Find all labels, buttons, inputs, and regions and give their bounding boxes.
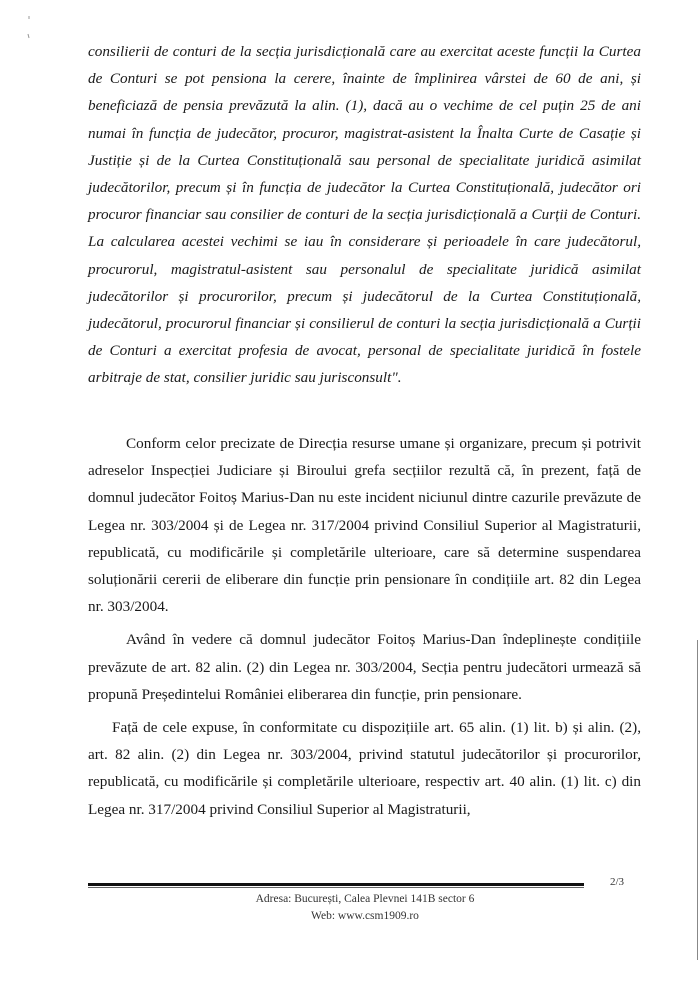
footer-website: Web: www.csm1909.ro bbox=[311, 910, 419, 922]
scan-mark-icon bbox=[26, 14, 32, 40]
paragraph-3: Față de cele expuse, în conformitate cu dispozițiile art. 65 alin. (1) lit. b) și alin. (2), art. 82 alin. (2) din Legea nr. 303/2004, privind statutul judecătorilor și procurorilor, republicată, cu modificările și completările ulterioare, respectiv art. 40 alin. (1) lit. c) din Legea nr. 317/2004 privind Consiliul Superior al Magistraturii, bbox=[88, 719, 641, 818]
body-text bbox=[88, 430, 641, 829]
quoted-law-text bbox=[88, 38, 641, 392]
footer-divider-thin bbox=[88, 887, 584, 888]
footer-address: Adresa: București, Calea Plevnei 141B sector 6 bbox=[255, 893, 475, 905]
footer-divider bbox=[88, 883, 584, 886]
paragraph-2: Având în vedere că domnul judecător Foitoș Marius-Dan îndeplinește condițiile prevăzute de art. 82 alin. (2) din Legea nr. 303/2004, Secția pentru judecători urmează să propună Președintelui României eliberarea din funcție, prin pensionare. bbox=[88, 631, 641, 703]
paragraph-1: Conform celor precizate de Direcția resurse umane și organizare, precum și potrivit adreselor Inspecției Judiciare și Biroului grefa secțiilor rezultă că, în prezent, față de domnul judecător Foitoș Marius-Dan nu este incident niciunul dintre cazurile prevăzute de Legea nr. 303/2004 și de Legea nr. 317/2004 privind Consiliul Superior al Magistraturii, republicată, cu modificările și completările ulterioare, care să determine suspendarea soluționării cererii de eliberare din funcție prin pensionare în condițiile art. 82 din Legea nr. 303/2004. bbox=[88, 435, 641, 616]
quote-paragraph: consilierii de conturi de la secția jurisdicțională care au exercitat aceste funcții la Curtea de Conturi se pot pensiona la cerere, înainte de împlinirea vârstei de 60 de ani, și beneficiază de pensia prevăzută la alin. (1), dacă au o vechime de cel puțin 25 de ani numai în funcția de judecător, procuror, magistrat-asistent la Înalta Curte de Casație și Justiție și de la Curtea Constituțională sau personal de specialitate juridică asimilat judecătorilor, precum și în funcția de judecător la Curtea Constituțională, judecător ori procuror financiar sau consilier de conturi de la secția jurisdicțională a Curții de Conturi. La calcularea acestei vechimi se iau în considerare și perioadele în care judecătorul, procurorul, magistratul-asistent sau personalul de specialitate juridică asimilat judecătorilor și procurorilor, precum și judecătorul de la Curtea Constituțională, judecătorul, procurorul financiar și consilierul de conturi la secția jurisdicțională a Curții de Conturi a exercitat profesia de avocat, personal de specialitate juridică în fostele arbitraje de stat, consilier juridic sau jurisconsult". bbox=[88, 43, 641, 387]
scan-edge bbox=[697, 640, 698, 960]
page-number: 2/3 bbox=[610, 876, 625, 888]
